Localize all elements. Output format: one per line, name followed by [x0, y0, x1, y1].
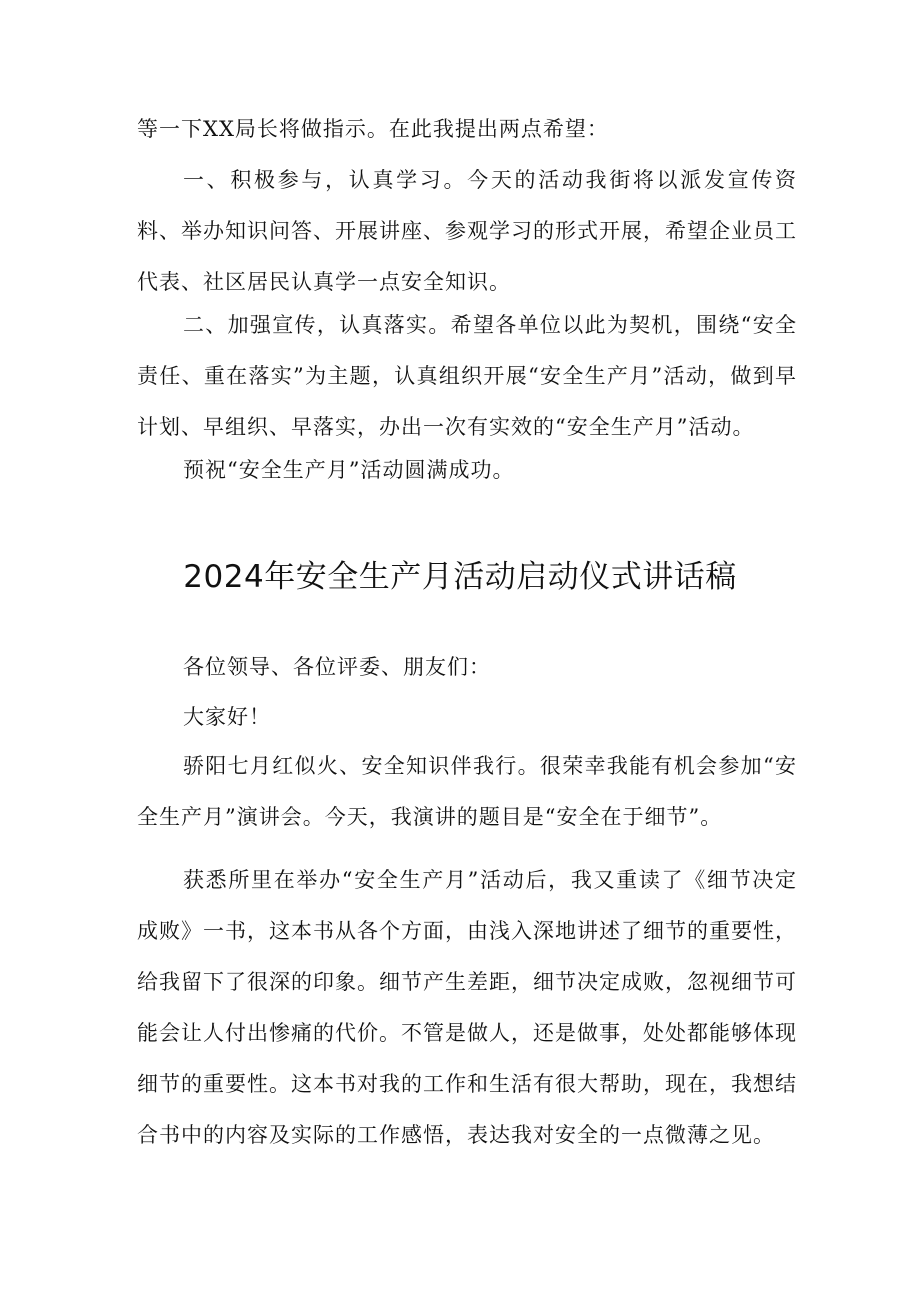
point-two-paragraph: 二、加强宣传，认真落实。希望各单位以此为契机，围绕“安全责任、重在落实”为主题，认真组织开展“安全生产月”活动，做到早计划、早组织、早落实，办出一次有实效的“安全生产月”活动。 [137, 313, 797, 439]
intro-paragraph: 骄阳七月红似火、安全知识伴我行。很荣幸我能有机会参加“安全生产月”演讲会。今天，我演讲的题目是“安全在于细节”。 [137, 754, 797, 829]
book-paragraph: 获悉所里在举办“安全生产月”活动后，我又重读了《细节决定成败》一书，这本书从各个方面，由浅入深地讲述了细节的重要性，给我留下了很深的印象。细节产生差距，细节决定成败，忽视细节可能会让人付出惨痛的代价。不管是做人，还是做事，处处都能够体现细节的重要性。这本书对我的工作和生活有很大帮助，现在，我想结合书中的内容及实际的工作感悟，表达我对安全的一点微薄之见。 [137, 868, 797, 1147]
speech-title: 2024年安全生产月活动启动仪式讲话稿 [183, 559, 737, 595]
greeting: 大家好！ [183, 705, 271, 729]
point-one-paragraph: 一、积极参与，认真学习。今天的活动我街将以派发宣传资料、举办知识问答、开展讲座、参观学习的形式开展，希望企业员工代表、社区居民认真学一点安全知识。 [137, 168, 797, 294]
intro-line: 等一下XX局长将做指示。在此我提出两点希望： [137, 117, 609, 141]
wish-paragraph: 预祝“安全生产月”活动圆满成功。 [183, 458, 515, 482]
salutation: 各位领导、各位评委、朋友们： [183, 655, 491, 679]
